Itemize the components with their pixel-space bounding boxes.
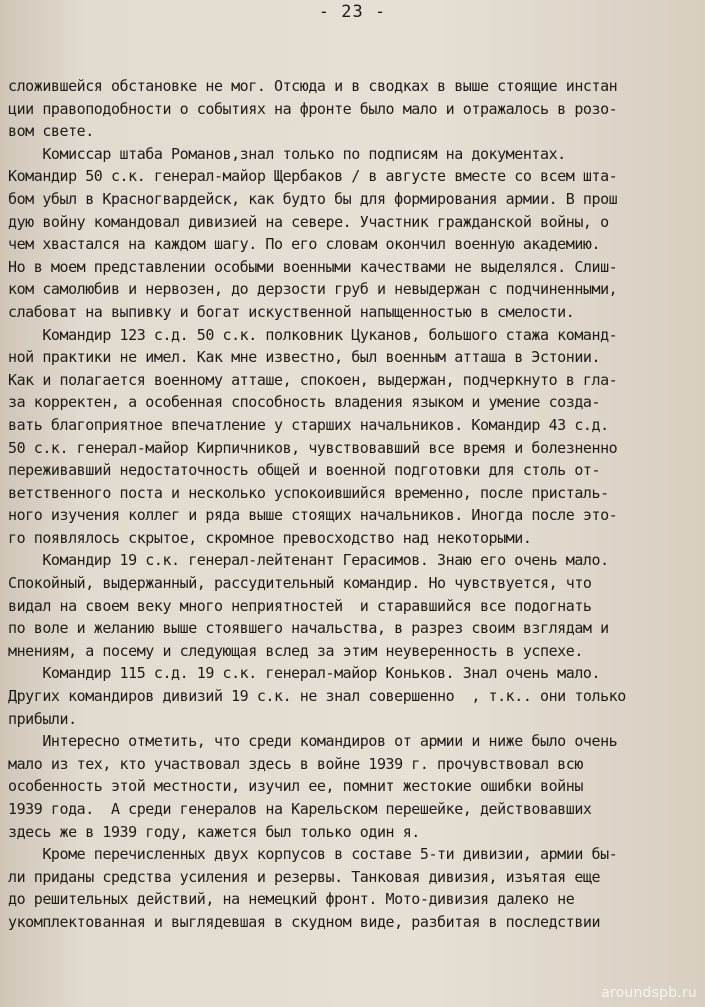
text-line: ли приданы средства усиления и резервы. Танковая дивизия, изъятая еще [8,867,601,886]
text-line: вом свете. [8,122,94,141]
text-line: особенность этой местности, изучил ее, помнит жестокие ошибки войны [8,777,583,796]
text-line: дую войну командовал дивизией на севере. Участник гражданской войны, о [8,212,609,231]
text-line: по воле и желанию выше стоявшего начальства, в разрез своим взглядам и [8,619,609,638]
text-line: слабоват на выпивку и богат искуственной напыщенностью в смелости. [8,302,575,321]
text-line: до решительных действий, на немецкий фронт. Мото-дивизия далеко не [8,890,575,909]
text-line: го появлялось скрытое, скромное превосходство над некоторыми. [8,528,532,547]
text-line: ком самолюбив и нервозен, до дерзости груб и невыдержан с подчиненными, [8,280,618,299]
text-line: сложившейся обстановке не мог. Отсюда и в сводках в выше стоящие инстан [8,77,618,95]
text-line: ного изучения коллег и ряда выше стоящих начальников. Иногда после это- [8,506,618,525]
text-line: Но в моем представлении особыми военными качествами не выделялся. Слиш- [8,257,618,276]
text-line: ции правоподобности о событиях на фронте было мало и отражалось в розо- [8,99,618,118]
text-line: ной практики не имел. Как мне известно, был военным атташа в Эстонии. [8,348,601,367]
text-line: здесь же в 1939 году, кажется был только один я. [8,822,420,841]
watermark: aroundspb.ru [601,985,697,1001]
text-line: переживавший недостаточность общей и военной подготовки для столь от- [8,461,601,480]
text-line: Других командиров дивизий 19 с.к. не знал совершенно , т.к.. они только [8,687,626,706]
text-line: прибыли. [8,709,77,728]
text-line: ветственного поста и несколько успокоившийся временно, после присталь- [8,483,609,502]
text-line: мало из тех, кто участвовал здесь в войне 1939 г. прочувствовал всю [8,754,583,773]
text-line: укомплектованная и выглядевшая в скудном виде, разбитая в последствии [8,912,601,931]
text-line: Командир 50 с.к. генерал-майор Щербаков / в августе вместе со всем шта- [8,167,618,186]
text-line: Комиссар штаба Романов,знал только по подписям на документах. [8,144,566,163]
text-line: вать благоприятное впечатление у старших начальников. Командир 43 с.д. [8,415,609,434]
page-number: - 23 - [318,2,387,22]
typewritten-text [8,75,700,934]
text-line: 1939 года. А среди генералов на Карельском перешейке, действовавших [8,800,592,818]
text-line: бом убыл в Красногвардейск, как будто бы для формирования армии. В прош [8,189,618,208]
text-line: чем хвастался на каждом шагу. По его словам окончил военную академию. [8,235,601,254]
text-line: за корректен, а особенная способность владения языком и умение созда- [8,393,601,412]
text-line: Командир 123 с.д. 50 с.к. полковник Цуканов, большого стажа команд- [8,325,618,344]
text-line: 50 с.к. генерал-майор Кирпичников, чувствовавший все время и болезненно [8,438,618,457]
text-line: Командир 19 с.к. генерал-лейтенант Герасимов. Знаю его очень мало. [8,551,609,570]
text-line: Интересно отметить, что среди командиров от армии и ниже было очень [8,732,618,751]
text-line: Командир 115 с.д. 19 с.к. генерал-майор Коньков. Знал очень мало. [8,664,601,683]
text-line: Кроме перечисленных двух корпусов в составе 5-ти дивизии, армии бы- [8,845,618,864]
text-line: Спокойный, выдержанный, рассудительный командир. Но чувствуется, что [8,574,592,593]
text-line: мнениям, а посему и следующая вслед за этим неуверенность в успехе. [8,641,583,660]
text-line: видал на своем веку много неприятностей и старавшийся все подогнать [8,596,592,615]
text-line: Как и полагается военному атташе, спокоен, выдержан, подчеркнуто в гла- [8,370,618,389]
